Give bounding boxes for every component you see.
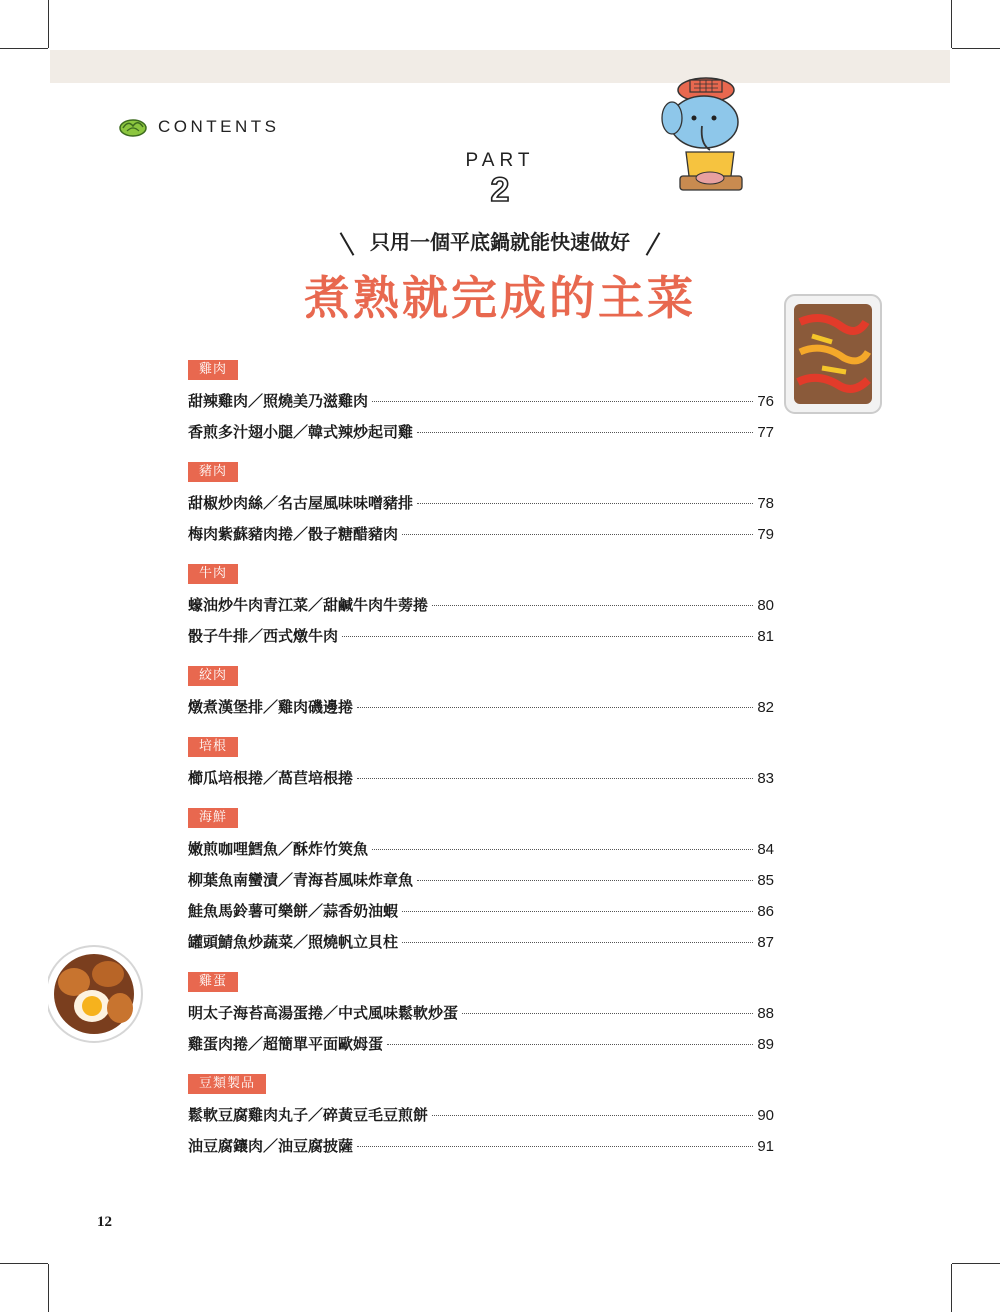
toc-section — [188, 806, 774, 958]
page-number: 12 — [97, 1214, 112, 1230]
dot-leader — [372, 849, 753, 850]
category-badge: 海鮮 — [188, 808, 238, 828]
toc-section — [188, 735, 774, 794]
toc-entry[interactable] — [188, 896, 774, 927]
subtitle-text: 只用一個平底鍋就能快速做好 — [370, 230, 630, 254]
dot-leader — [402, 942, 753, 943]
dot-leader — [417, 432, 753, 433]
toc-entry[interactable] — [188, 488, 774, 519]
entry-page: 78 — [757, 495, 774, 512]
part-number: 2 — [490, 171, 510, 209]
toc-entry[interactable] — [188, 590, 774, 621]
category-badge: 雞蛋 — [188, 972, 238, 992]
toc-entry[interactable] — [188, 417, 774, 448]
entry-page: 77 — [757, 424, 774, 441]
entry-title: 明太子海苔高湯蛋捲／中式風味鬆軟炒蛋 — [188, 1004, 459, 1022]
part-label: PART — [465, 150, 535, 171]
dot-leader — [372, 401, 753, 402]
entry-title: 嫩煎咖哩鱈魚／酥炸竹筴魚 — [188, 840, 369, 858]
entry-page: 81 — [757, 628, 774, 645]
entry-page: 80 — [757, 597, 774, 614]
crop-mark — [951, 0, 952, 48]
entry-page: 82 — [757, 699, 774, 716]
entry-page: 87 — [757, 934, 774, 951]
category-badge: 培根 — [188, 737, 238, 757]
entry-page: 86 — [757, 903, 774, 920]
top-band — [50, 50, 950, 83]
entry-page: 85 — [757, 872, 774, 889]
entry-page: 91 — [757, 1138, 774, 1155]
toc-section — [188, 664, 774, 723]
dot-leader — [432, 1115, 753, 1116]
crop-mark — [0, 48, 48, 49]
toc-entry[interactable] — [188, 834, 774, 865]
entry-title: 柳葉魚南蠻漬／青海苔風味炸章魚 — [188, 871, 414, 889]
category-badge: 牛肉 — [188, 564, 238, 584]
dot-leader — [357, 707, 753, 708]
toc-entry[interactable] — [188, 763, 774, 794]
entry-page: 90 — [757, 1107, 774, 1124]
toc-entry[interactable] — [188, 621, 774, 652]
toc-entry[interactable] — [188, 692, 774, 723]
entry-title: 香煎多汁翅小腿／韓式辣炒起司雞 — [188, 423, 414, 441]
toc-entry[interactable] — [188, 1131, 774, 1162]
contents-label: CONTENTS — [158, 117, 280, 136]
braised-egg-photo — [48, 940, 146, 1050]
crop-mark — [48, 1264, 49, 1312]
toc-section — [188, 562, 774, 652]
toc-entry[interactable] — [188, 927, 774, 958]
entry-title: 油豆腐鑲肉／油豆腐披薩 — [188, 1137, 354, 1155]
entry-title: 梅肉紫蘇豬肉捲／骰子糖醋豬肉 — [188, 525, 399, 543]
category-badge: 絞肉 — [188, 666, 238, 686]
entry-title: 甜椒炒肉絲／名古屋風味味噌豬排 — [188, 494, 414, 512]
toc-entry[interactable] — [188, 1100, 774, 1131]
dot-leader — [417, 503, 753, 504]
toc-section — [188, 460, 774, 550]
table-of-contents — [188, 358, 774, 1174]
dot-leader — [387, 1044, 753, 1045]
dot-leader — [357, 1146, 753, 1147]
entry-title: 甜辣雞肉／照燒美乃滋雞肉 — [188, 392, 369, 410]
lettuce-icon — [118, 116, 148, 138]
entry-title: 鬆軟豆腐雞肉丸子／碎黃豆毛豆煎餅 — [188, 1106, 429, 1124]
dot-leader — [402, 534, 753, 535]
pepper-dish-photo — [782, 292, 884, 416]
crop-mark — [951, 1264, 952, 1312]
toc-entry[interactable] — [188, 519, 774, 550]
crop-mark — [952, 48, 1000, 49]
entry-title: 罐頭鯖魚炒蔬菜／照燒帆立貝柱 — [188, 933, 399, 951]
entry-page: 76 — [757, 393, 774, 410]
dot-leader — [357, 778, 753, 779]
entry-title: 蠔油炒牛肉青江菜／甜鹹牛肉牛蒡捲 — [188, 596, 429, 614]
category-badge: 雞肉 — [188, 360, 238, 380]
page-title: 煮熟就完成的主菜 — [304, 271, 696, 325]
dot-leader — [432, 605, 753, 606]
crop-mark — [952, 1263, 1000, 1264]
toc-section — [188, 1072, 774, 1162]
entry-page: 84 — [757, 841, 774, 858]
entry-title: 燉煮漢堡排／雞肉磯邊捲 — [188, 698, 354, 716]
toc-section — [188, 970, 774, 1060]
entry-page: 88 — [757, 1005, 774, 1022]
toc-entry[interactable] — [188, 865, 774, 896]
entry-page: 79 — [757, 526, 774, 543]
subtitle — [0, 226, 1000, 255]
entry-title: 鮭魚馬鈴薯可樂餅／蒜香奶油蝦 — [188, 902, 399, 920]
toc-entry[interactable] — [188, 386, 774, 417]
dot-leader — [417, 880, 753, 881]
entry-title: 骰子牛排／西式燉牛肉 — [188, 627, 339, 645]
toc-entry[interactable] — [188, 998, 774, 1029]
slash-decoration — [644, 233, 662, 255]
toc-section — [188, 358, 774, 448]
toc-entry[interactable] — [188, 1029, 774, 1060]
entry-page: 83 — [757, 770, 774, 787]
crop-mark — [0, 1263, 48, 1264]
dot-leader — [342, 636, 753, 637]
crop-mark — [48, 0, 49, 48]
entry-title: 櫛瓜培根捲／萵苣培根捲 — [188, 769, 354, 787]
entry-page: 89 — [757, 1036, 774, 1053]
dot-leader — [462, 1013, 753, 1014]
category-badge: 豬肉 — [188, 462, 238, 482]
slash-decoration — [338, 233, 356, 255]
entry-title: 雞蛋肉捲／超簡單平面歐姆蛋 — [188, 1035, 384, 1053]
contents-header — [118, 116, 280, 138]
dot-leader — [402, 911, 753, 912]
category-badge: 豆類製品 — [188, 1074, 266, 1094]
